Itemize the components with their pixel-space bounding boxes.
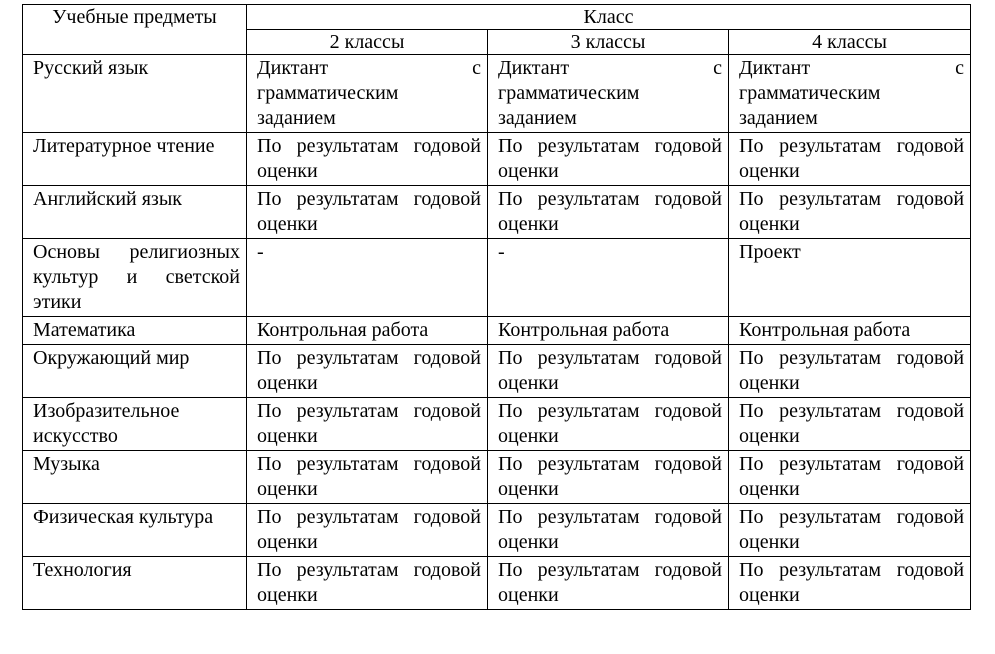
assessment-table	[22, 4, 971, 610]
table-row	[23, 398, 971, 451]
assessment-cell	[488, 345, 729, 398]
assessment-text: По результатам годовой оценки	[257, 453, 481, 500]
subject-cell	[23, 133, 247, 186]
table-row	[23, 239, 971, 317]
assessment-text: По результатам годовой оценки	[498, 135, 722, 182]
assessment-cell	[488, 55, 729, 133]
assessment-cell	[729, 133, 971, 186]
subject-name: Изобразительное искусство	[33, 400, 180, 447]
subject-name: Русский язык	[33, 57, 149, 79]
assessment-text: По результатам годовой оценки	[739, 135, 965, 182]
grade-header-2	[247, 30, 488, 55]
table-row	[23, 504, 971, 557]
assessment-cell	[729, 504, 971, 557]
assessment-cell	[488, 186, 729, 239]
assessment-text: По результатам годовой оценки	[257, 506, 481, 553]
subject-cell	[23, 186, 247, 239]
assessment-text: По результатам годовой оценки	[257, 135, 481, 182]
assessment-cell	[729, 557, 971, 610]
subject-cell	[23, 317, 247, 345]
assessment-cell	[488, 557, 729, 610]
subject-name: Музыка	[33, 453, 100, 475]
assessment-text: -	[498, 241, 505, 263]
assessment-text: По результатам годовой оценки	[257, 400, 481, 447]
subject-cell	[23, 239, 247, 317]
assessment-text: По результатам годовой оценки	[257, 347, 481, 394]
table-row	[23, 133, 971, 186]
assessment-cell	[729, 317, 971, 345]
assessment-text: По результатам годовой оценки	[739, 506, 965, 553]
assessment-text: По результатам годовой оценки	[739, 400, 965, 447]
assessment-text: По результатам годовой оценки	[498, 559, 722, 606]
grade-header-label: 3 классы	[570, 31, 646, 53]
assessment-cell	[247, 345, 488, 398]
subject-cell	[23, 451, 247, 504]
grade-header-4	[729, 30, 971, 55]
assessment-text: По результатам годовой оценки	[739, 453, 965, 500]
assessment-text: Контрольная работа	[739, 319, 911, 341]
assessment-cell	[488, 504, 729, 557]
assessment-text: Проект	[739, 241, 801, 263]
table-row	[23, 557, 971, 610]
assessment-text: -	[257, 241, 264, 263]
assessment-text: По результатам годовой оценки	[739, 559, 965, 606]
assessment-cell	[247, 504, 488, 557]
subjects-header-label: Учебные предметы	[52, 6, 217, 28]
header-row	[23, 5, 971, 30]
subject-name: Физическая культура	[33, 506, 214, 528]
assessment-cell	[247, 557, 488, 610]
subject-cell	[23, 557, 247, 610]
assessment-cell	[247, 239, 488, 317]
assessment-cell	[729, 239, 971, 317]
assessment-cell	[729, 451, 971, 504]
assessment-text: По результатам годовой оценки	[498, 188, 722, 235]
subject-name: Английский язык	[33, 188, 182, 210]
subject-cell	[23, 345, 247, 398]
assessment-text: По результатам годовой оценки	[498, 400, 722, 447]
table-row	[23, 451, 971, 504]
subjects-header	[23, 5, 247, 55]
assessment-cell	[488, 451, 729, 504]
assessment-cell	[488, 317, 729, 345]
subject-name: Математика	[33, 319, 136, 341]
assessment-text: Диктант с грамматическим заданием	[257, 57, 481, 129]
assessment-text: По результатам годовой оценки	[498, 347, 722, 394]
assessment-text: Контрольная работа	[498, 319, 670, 341]
assessment-text: По результатам годовой оценки	[257, 188, 481, 235]
assessment-cell	[247, 451, 488, 504]
assessment-text: По результатам годовой оценки	[257, 559, 481, 606]
subject-name: Основы религиозных культур и светской этики	[33, 241, 240, 313]
table-row	[23, 345, 971, 398]
subject-name: Технология	[33, 559, 132, 581]
table-row	[23, 186, 971, 239]
table-row	[23, 55, 971, 133]
assessment-text: Контрольная работа	[257, 319, 429, 341]
class-header-label: Класс	[583, 6, 634, 28]
grade-header-3	[488, 30, 729, 55]
assessment-text: Диктант с грамматическим заданием	[498, 57, 722, 129]
assessment-cell	[729, 398, 971, 451]
grade-header-label: 2 классы	[329, 31, 405, 53]
assessment-text: По результатам годовой оценки	[739, 347, 965, 394]
assessment-cell	[488, 398, 729, 451]
assessment-cell	[247, 186, 488, 239]
assessment-cell	[488, 239, 729, 317]
assessment-text: По результатам годовой оценки	[498, 506, 722, 553]
table-row	[23, 317, 971, 345]
grade-header-label: 4 классы	[812, 31, 887, 53]
assessment-cell	[247, 55, 488, 133]
subject-cell	[23, 55, 247, 133]
assessment-cell	[247, 317, 488, 345]
assessment-text: По результатам годовой оценки	[498, 453, 722, 500]
subject-name: Литературное чтение	[33, 135, 215, 157]
assessment-cell	[488, 133, 729, 186]
assessment-cell	[729, 55, 971, 133]
subject-cell	[23, 504, 247, 557]
assessment-text: Диктант с грамматическим заданием	[739, 57, 965, 129]
class-header	[247, 5, 971, 30]
subject-cell	[23, 398, 247, 451]
assessment-cell	[247, 133, 488, 186]
assessment-text: По результатам годовой оценки	[739, 188, 965, 235]
assessment-cell	[729, 186, 971, 239]
assessment-cell	[729, 345, 971, 398]
assessment-cell	[247, 398, 488, 451]
subject-name: Окружающий мир	[33, 347, 190, 369]
